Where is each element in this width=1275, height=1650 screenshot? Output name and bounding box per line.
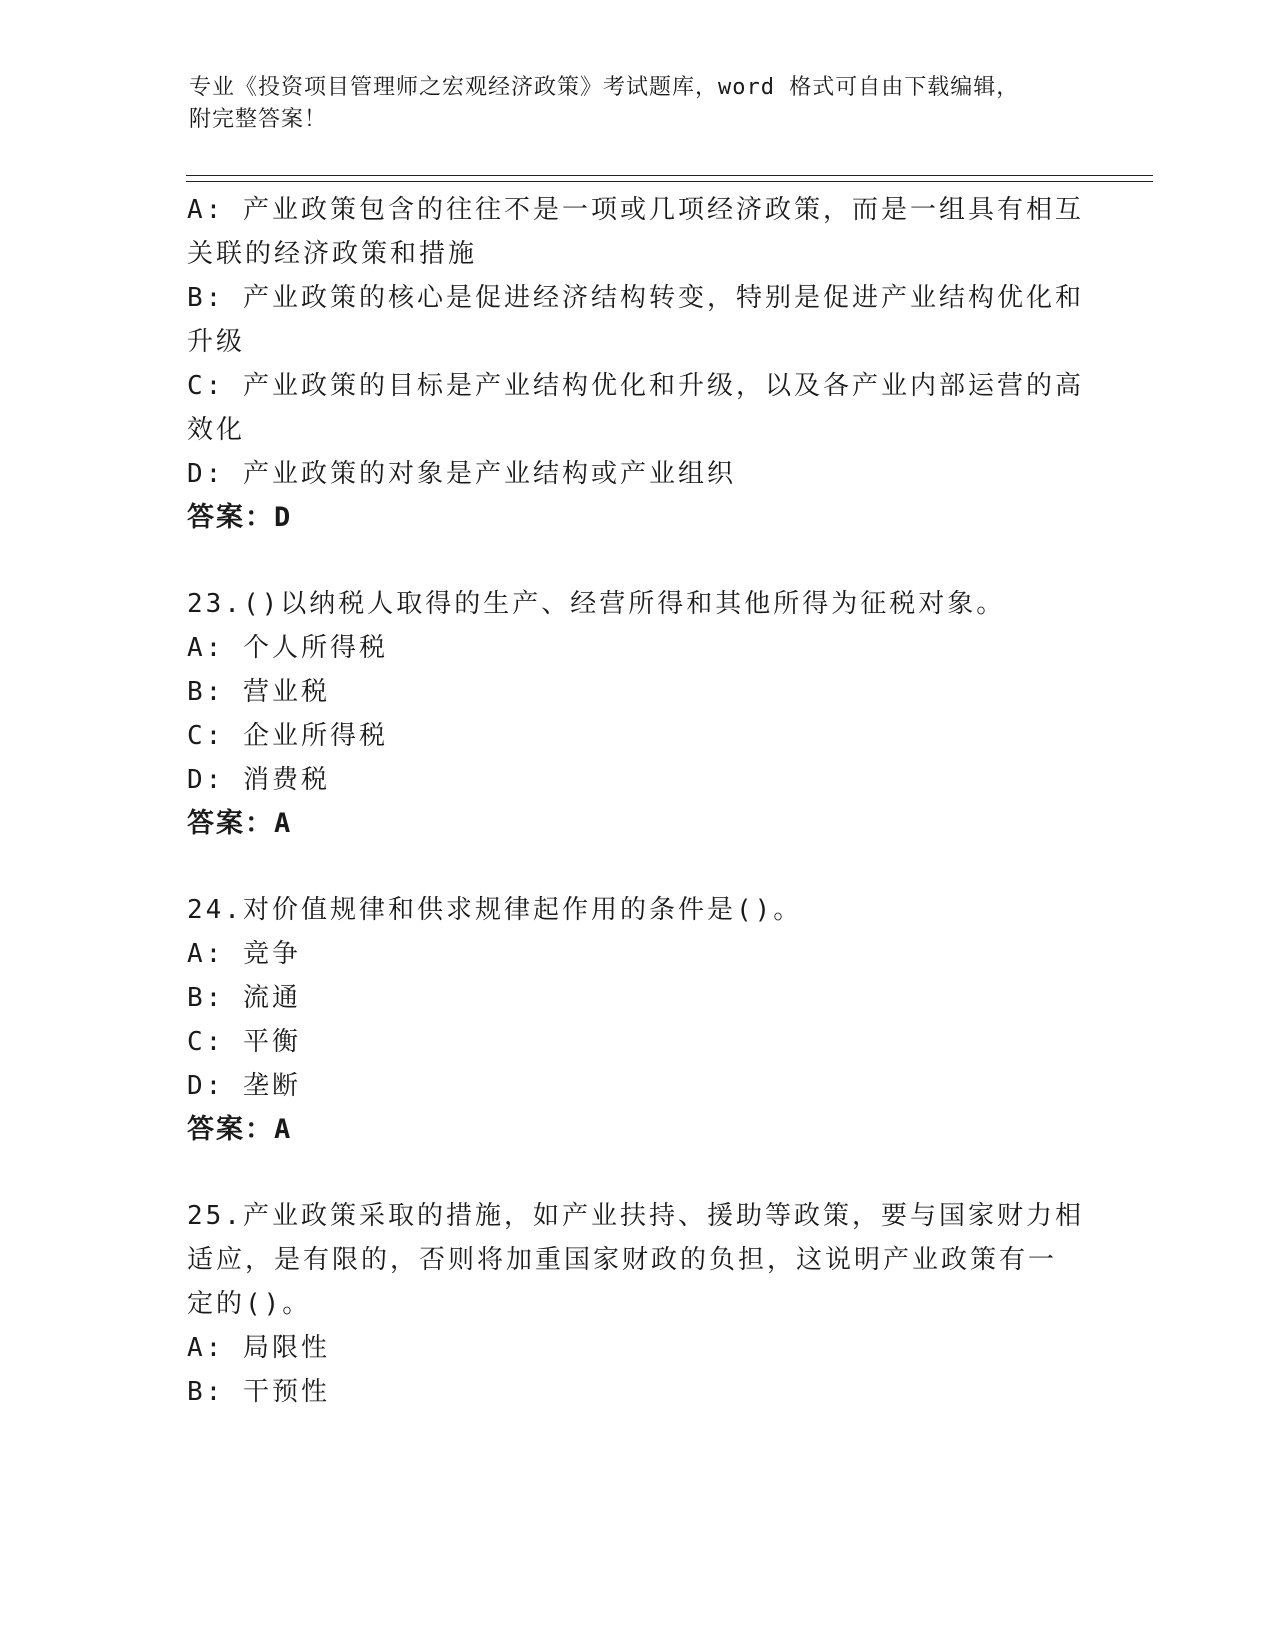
q24-option-a: A: 竞争 [187, 939, 301, 969]
q24-option-d: D: 垄断 [187, 1071, 301, 1101]
q24-question: 24.对价值规律和供求规律起作用的条件是()。 [187, 895, 803, 925]
q22-option-c-line-1: C: 产业政策的目标是产业结构优化和升级，以及各产业内部运营的高 [187, 371, 1084, 401]
document-header-line-2: 附完整答案！ [189, 107, 328, 132]
q23-option-a: A: 个人所得税 [187, 633, 388, 663]
q23-option-d: D: 消费税 [187, 765, 330, 795]
q22-option-b-line-2: 升级 [187, 327, 246, 357]
header-divider-bottom [186, 181, 1153, 182]
q23-question: 23.()以纳税人取得的生产、经营所得和其他所得为征税对象。 [187, 589, 1006, 619]
q25-option-b: B: 干预性 [187, 1377, 330, 1407]
q22-option-c-line-2: 效化 [187, 415, 246, 445]
q25-option-a: A: 局限性 [187, 1333, 330, 1363]
q23-option-b: B: 营业税 [187, 677, 330, 707]
q23-answer: 答案：A [187, 808, 293, 839]
q23-option-c: C: 企业所得税 [187, 721, 388, 751]
q25-question-line-1: 25.产业政策采取的措施，如产业扶持、援助等政策，要与国家财力相 [187, 1201, 1084, 1231]
q22-option-b-line-1: B: 产业政策的核心是促进经济结构转变，特别是促进产业结构优化和 [187, 283, 1084, 313]
q24-option-c: C: 平衡 [187, 1027, 301, 1057]
q24-answer: 答案：A [187, 1114, 293, 1145]
q25-question-line-3: 定的()。 [187, 1289, 312, 1319]
q24-option-b: B: 流通 [187, 983, 301, 1013]
header-divider-top [186, 175, 1153, 176]
document-header-line-1: 专业《投资项目管理师之宏观经济政策》考试题库，word 格式可自由下载编辑， [189, 75, 1020, 100]
q22-option-a-line-2: 关联的经济政策和措施 [187, 239, 478, 269]
q22-answer: 答案：D [187, 502, 293, 533]
q22-option-a-line-1: A: 产业政策包含的往往不是一项或几项经济政策，而是一组具有相互 [187, 195, 1084, 225]
q25-question-line-2: 适应，是有限的，否则将加重国家财政的负担，这说明产业政策有一 [187, 1245, 1058, 1275]
q22-option-d: D: 产业政策的对象是产业结构或产业组织 [187, 459, 736, 489]
